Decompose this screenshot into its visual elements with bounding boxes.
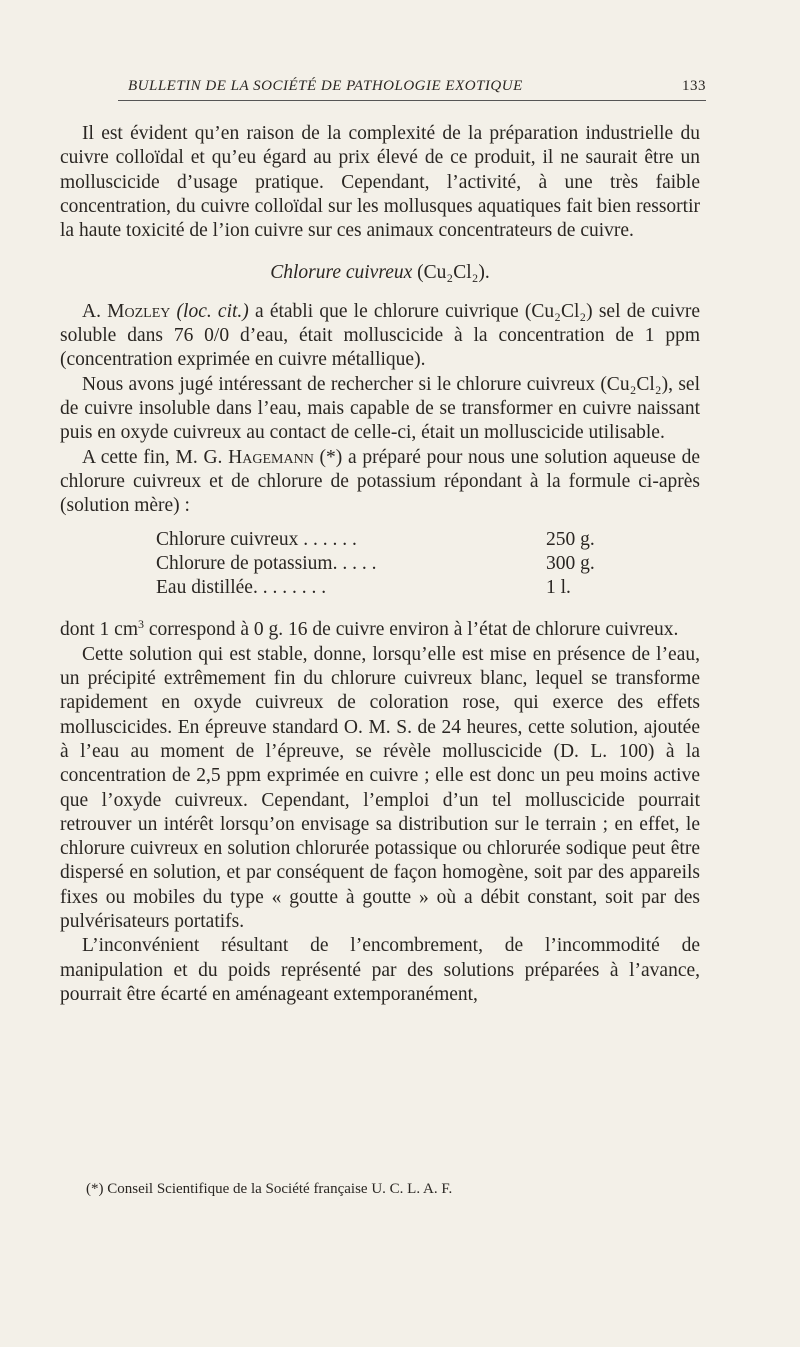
paragraph-mozley bbox=[60, 300, 700, 373]
running-head bbox=[118, 78, 706, 101]
paragraph-inconvenience: L’inconvénient résultant de l’encombrement, de l’incommodité de manipulation et du poids représenté par des solutions préparées à l’avance, pourrait être écarté en aménageant extemporanément, bbox=[60, 935, 700, 1005]
recipe-row bbox=[156, 528, 616, 552]
citation: (loc. cit.) bbox=[176, 300, 249, 322]
superscript: 3 bbox=[138, 617, 144, 632]
ingredient-name: Chlorure cuivreux bbox=[156, 529, 299, 551]
recipe-table bbox=[156, 528, 616, 600]
paragraph-concentration-intro: dont 1 cm bbox=[60, 619, 138, 641]
paragraph-concentration bbox=[60, 612, 700, 642]
page-number: 133 bbox=[682, 78, 706, 94]
paragraph-concentration-text: correspond à 0 g. 16 de cuivre environ à l’état de chlorure cuivreux. bbox=[144, 619, 679, 641]
paragraph-preparation-text: (*) a préparé pour nous une solution aqueuse de chlorure cuivreux et de chlorure de potassium répondant à la formule ci-après (solution mère) : bbox=[60, 446, 701, 517]
ingredient-quantity: 1 l. bbox=[546, 577, 571, 599]
section-heading-text: Chlorure cuivreux bbox=[270, 262, 413, 284]
leader-dots: . . . . . . . . bbox=[252, 577, 327, 599]
journal-title: BULLETIN DE LA SOCIÉTÉ DE PATHOLOGIE EXOTIQUE bbox=[128, 78, 523, 94]
paragraph-mozley-text: a établi que le chlorure cuivrique (Cu₂Cl₂) sel de cuivre soluble dans 76 0/0 d’eau, était molluscicide à la concentration de 1 ppm (concentration exprimée en cuivre métallique). bbox=[60, 300, 701, 371]
paragraph-preparation-intro: A cette fin, M. G. bbox=[82, 446, 229, 468]
ingredient-name: Chlorure de potassium bbox=[156, 553, 333, 575]
paragraph-stability: Cette solution qui est stable, donne, lorsqu’elle est mise en présence de l’eau, un précipité extrêmement fin du chlorure cuivreux blanc, lequel se transforme rapidement en oxyde cuivreux de coloration rose, qui exerce des effets molluscicides. En épreuve standard O. M. S. de 24 heures, cette solution, ajoutée à l’eau au moment de l’épreuve, se révèle molluscicide (D. L. 100) à la concentration de 2,5 ppm exprimée en cuivre ; elle est donc un peu moins active que l’oxyde cuivreux. Cependant, l’emploi d’un tel molluscicide pourrait retrouver un intérêt lorsqu’on envisage sa distribution sur le terrain ; en effet, le chlorure cuivreux en solution chlorurée potassique ou chlorurée sodique peut être dispersé en solution, et par conséquent de façon homogène, soit par des appareils fixes ou mobiles du type « goutte à goutte » où a débit constant, soit par des pulvérisateurs portatifs. bbox=[60, 643, 700, 933]
ingredient-quantity: 300 g. bbox=[546, 553, 595, 575]
ingredient-quantity: 250 g. bbox=[546, 529, 595, 551]
recipe-row bbox=[156, 552, 616, 576]
author-name: A. Mozley bbox=[82, 300, 171, 322]
section-heading bbox=[60, 261, 700, 285]
section-heading-formula: (Cu₂Cl₂). bbox=[417, 262, 490, 284]
leader-dots: . . . . . . bbox=[298, 529, 357, 551]
chemist-name: Hagemann bbox=[228, 446, 314, 468]
article-body bbox=[60, 122, 700, 1007]
paragraph-colloidal-copper: Il est évident qu’en raison de la complexité de la préparation industrielle du cuivre colloïdal et qu’eu égard au prix élevé de ce produit, il ne saurait être un molluscicide d’usage pratique. Cependant, l’activité, à une très faible concentration, du cuivre colloïdal sur les mollusques aquatiques fait bien ressortir la haute toxicité de l’ion cuivre sur ces animaux concentrateurs de cuivre. bbox=[60, 123, 700, 242]
recipe-row bbox=[156, 576, 616, 600]
paragraph-research-aim: Nous avons jugé intéressant de rechercher si le chlorure cuivreux (Cu₂Cl₂), sel de cuivre insoluble dans l’eau, mais capable de se transformer en cuivre naissant puis en oxyde cuivreux au contact de celle-ci, était un molluscicide utilisable. bbox=[60, 373, 700, 444]
paragraph-preparation bbox=[60, 446, 700, 519]
footnote: (*) Conseil Scientifique de la Société française U. C. L. A. F. bbox=[86, 1181, 453, 1197]
leader-dots: . . . . . bbox=[332, 553, 377, 575]
ingredient-name: Eau distillée bbox=[156, 577, 253, 599]
